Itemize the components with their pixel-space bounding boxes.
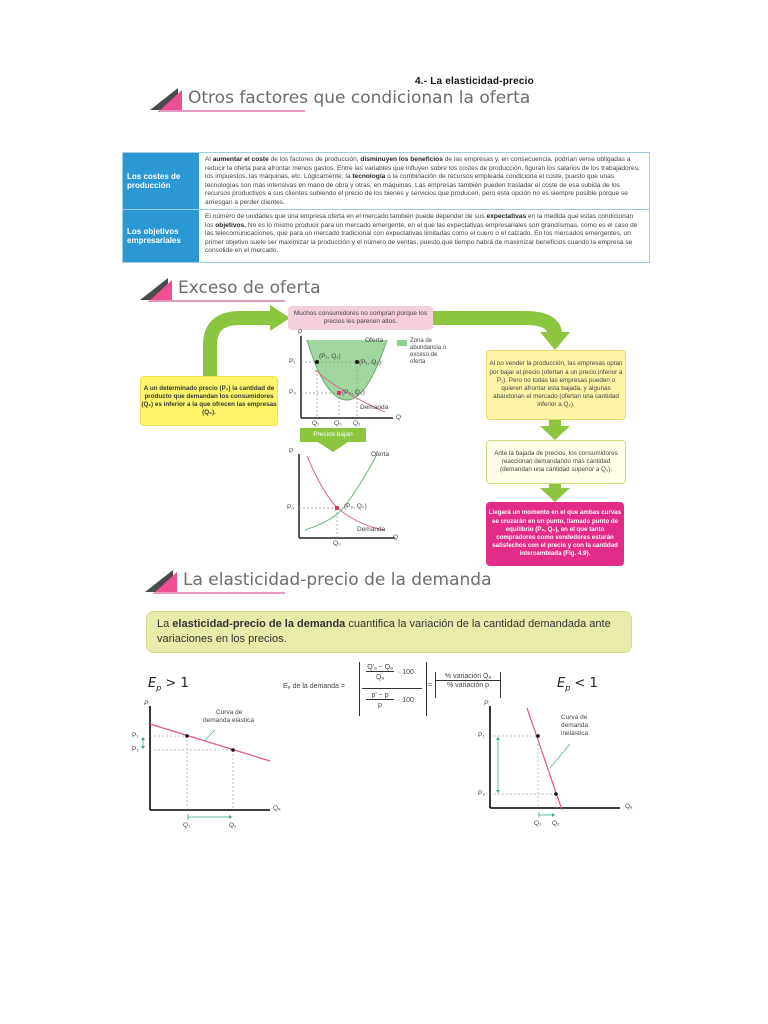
consumers-react-box: Ante la bajada de precios, los consumidores reaccionan demandando más cantidad (demandan una cantidad superior a Q₁). [486, 440, 626, 484]
p1-label: P₁ [289, 358, 296, 365]
formula-rhs-top: % variación Qₐ [436, 672, 500, 681]
row-text: Al aumentar el coste de los factores de producción, disminuyen los beneficios de las empresas y, en consecuencia, podrían verse obligadas a reducir la oferta para afrontar menos gastos. Entre las variables que influyen sobre los costes de producción, figuran los salarios de los trabajadores, los impuestos, las máquinas, etc. Lógicamente, la tecnología o la combinación de recursos empleada condiciona el coste, puesto que unas tecnologías son más intensivas en mano de obra y otras, en máquinas. Las empresas también pueden trasladar el coste de esa subida de los recursos productivos a sus clientes subiendo el precio de los bienes y servicios que producen, pero esta opción no es siempre posible porque se arriesgan a perder clientes. [205, 156, 640, 206]
section-title: La elasticidad-precio de la demanda [183, 570, 492, 590]
axis-p-label: P [289, 448, 294, 455]
q1-label: Q₁ [183, 822, 191, 829]
supply-label: Oferta [365, 337, 384, 344]
formula-num-bottom: Qₐ [375, 674, 385, 681]
formula-rhs [435, 672, 501, 698]
excess-supply-graph [285, 329, 470, 427]
formula-abs-bracket [359, 662, 427, 716]
section-title: Exceso de oferta [178, 278, 321, 298]
point-p1q1-label: (P₁, Q₁) [319, 353, 341, 360]
axis-q-label: Qₐ [273, 805, 281, 812]
q0-label: Q₀ [334, 420, 342, 427]
q2-label: Q₂ [552, 820, 560, 827]
p2-label: P₂ [132, 746, 139, 753]
definition-text: cuantifica la variación de la cantidad demandada ante variaciones en los precios. [157, 618, 611, 645]
formula-lhs: Eₚ de la demanda = [283, 683, 345, 690]
elastic-curve-label-2: demanda elástica [203, 717, 254, 724]
definition-term: elasticidad-precio de la demanda [172, 618, 346, 630]
axis-q-label: Q [393, 534, 399, 541]
header-underline [155, 592, 285, 594]
demand-label: Demanda [357, 526, 386, 533]
elastic-curve-label-1: Curva de [216, 709, 243, 716]
inelastic-heading: $E_p < 1$ [557, 676, 598, 693]
p1-label: P₁ [132, 732, 139, 739]
formula-times: · 100 [398, 697, 414, 704]
equilibrium-graph [285, 448, 410, 553]
definition-box [146, 611, 632, 653]
demand-label: Demanda [360, 404, 389, 411]
inelastic-curve-label-2: demanda [561, 722, 589, 729]
equilibrium-box: Llegará un momento en el que ambas curvas se cruzarán en un punto, llamado punto de equilibrio (P₀, Q₀), en el que tanto compradores como vendedores estarán satisfechos con el precio y con la cantidad intercambiada (Fig. 4.9). [486, 502, 624, 566]
top-caption: 4.- La elasticidad-precio [415, 76, 534, 87]
p2-label: P₂ [478, 790, 485, 797]
section-title: Otros factores que condicionan la oferta [188, 88, 531, 108]
formula-times: · 100 [398, 669, 414, 676]
header-triangle-pink-icon [153, 572, 177, 594]
formula-den-top: p' − p [366, 692, 394, 700]
zone-legend: Zona de abundancia o exceso de oferta [410, 338, 447, 365]
q1-label: Q₁ [534, 820, 542, 827]
axis-p-label: P [298, 329, 303, 336]
firms-lower-price-box: Al no vender la producción, las empresas optan por bajar el precio (ofertan a un precio inferior a P₁). Pero no todas las empresas pueden o quieren afrontar esta bajada, y algunas abandonan el mercado (ofertan una cantidad inferior a Q₂). [486, 350, 626, 420]
price-p1-box: A un determinado precio (P₁) la cantidad de producto que demandan los consumidores (Q₁) es inferior a la que ofrecen las empresas (Q₂). [140, 376, 278, 426]
q1-label: Q₁ [312, 420, 320, 427]
inelastic-demand-graph [470, 700, 640, 835]
prices-fall-label: Precios bajan [300, 428, 366, 442]
row-text: El número de unidades que una empresa oferta en el mercado también puede depender de sus expectativas en la medida que estas condicionan los objetivos. No es lo mismo producir para un mercado emergente, en el que las expectativas empresariales son grandísimas, como es el caso de las telecomunicaciones, que para un mercado tradicional con expectativas limitadas como el cuero o el calzado. En los mercados emergentes, un primer objetivo suele ser maximizar la producción y el número de ventas, puesto que tiempo habrá de maximizar beneficios cuando la empresa se consolide en el mercado. [205, 213, 638, 255]
point-p0q0-label: (P₀, Q₀) [342, 389, 365, 396]
consumers-dont-buy-box: Muchos consumidores no compran porque los precios les parecen altos. [288, 306, 433, 330]
section-header-elasticidad [145, 570, 545, 600]
formula-rhs-bottom: % variación p [446, 682, 490, 689]
p1-label: P₁ [478, 732, 485, 739]
point-p1q2-label: (P₁, Q₂) [359, 359, 382, 366]
q2-label: Q₂ [229, 822, 237, 829]
axis-q-label: Q [396, 414, 402, 421]
definition-text: La [157, 618, 173, 630]
axis-q-label: Qₐ [625, 803, 633, 810]
q2-label: Q₂ [353, 420, 361, 427]
p0-label: P₀ [289, 389, 297, 396]
supply-label: Oferta [371, 451, 390, 458]
inelastic-curve-label-1: Curva de [561, 714, 588, 721]
formula-den-bottom: p [378, 702, 382, 709]
axis-p-label: P [484, 700, 489, 707]
q0-label: Q₀ [333, 540, 341, 547]
elastic-heading: $E_p > 1$ [148, 676, 189, 693]
elastic-demand-graph [130, 700, 280, 835]
p0-label: P₀ [287, 504, 295, 511]
row-label: Los objetivos empresariales [123, 210, 199, 262]
formula-num-top: Q'ₐ − Qₐ [367, 664, 393, 671]
formula-equals: = [428, 682, 433, 689]
axis-p-label: P [144, 700, 149, 707]
point-p0q0-label: (P₀, Q₀) [344, 503, 367, 510]
row-label: Los costes de producción [123, 153, 199, 209]
inelastic-curve-label-3: inelástica [561, 730, 589, 737]
